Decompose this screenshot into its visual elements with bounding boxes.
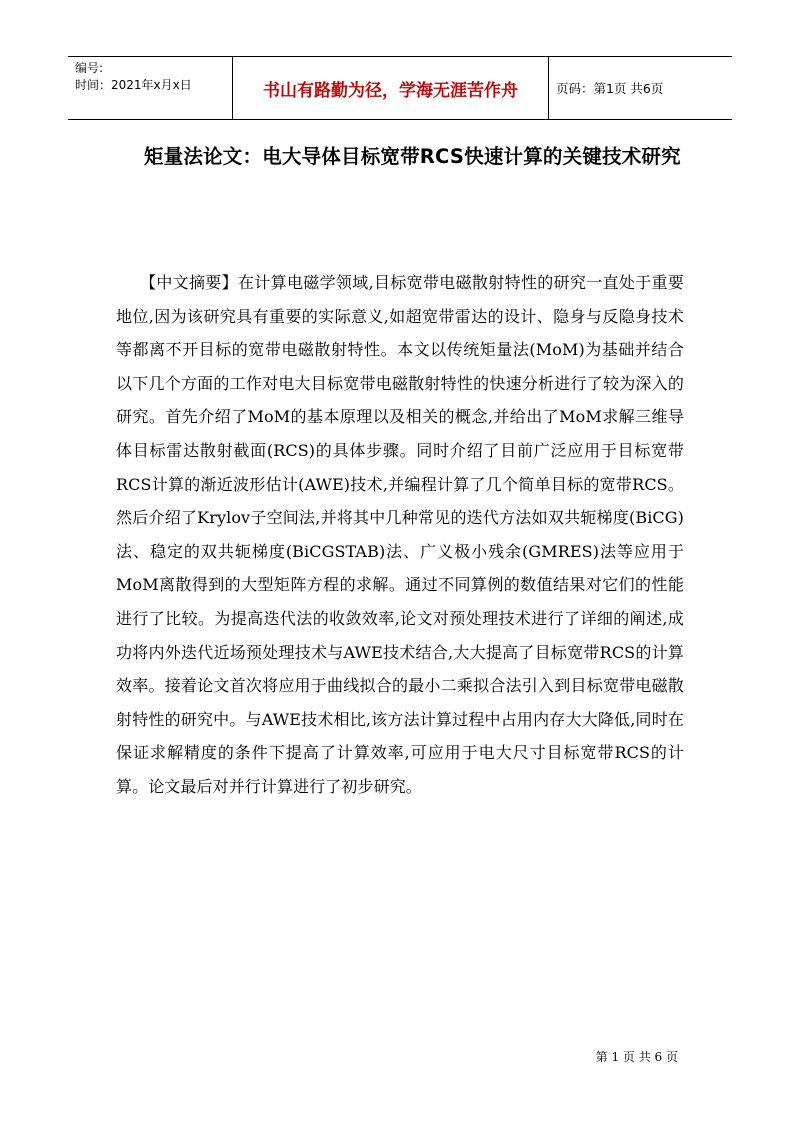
document-title: 矩量法论文：电大导体目标宽带RCS快速计算的关键技术研究: [144, 145, 681, 168]
header-motto: 书山有路勤为径，学海无涯苦作舟: [263, 80, 518, 101]
page-footer: 第 1 页 共 6 页: [595, 1050, 678, 1064]
header-motto-cell: [233, 57, 549, 119]
header-page-info: 页码：第1页 共6页: [556, 81, 664, 96]
header-table: [68, 56, 732, 120]
abstract-paragraph: 【中文摘要】在计算电磁学领域,目标宽带电磁散射特性的研究一直处于重要地位,因为该研究具有重要的实际意义,如超宽带雷达的设计、隐身与反隐身技术等都离不开目标的宽带电磁散射特性。本文以传统矩量法(MoM)为基础并结合以下几个方面的工作对电大目标宽带电磁散射特性的快速分析进行了较为深入的研究。首先介绍了MoM的基本原理以及相关的概念,并给出了MoM求解三维导体目标雷达散射截面(RCS)的具体步骤。同时介绍了目前广泛应用于目标宽带RCS计算的渐近波形估计(AWE)技术,并编程计算了几个简单目标的宽带RCS。然后介绍了Krylov子空间法,并将其中几种常见的迭代方法如双共轭梯度(BiCG)法、稳定的双共轭梯度(BiCGSTAB)法、广义极小残余(GMRES)法等应用于MoM离散得到的大型矩阵方程的求解。通过不同算例的数值结果对它们的性能进行了比较。为提高迭代法的收敛效率,论文对预处理技术进行了详细的阐述,成功将内外迭代近场预处理技术与AWE技术结合,大大提高了目标宽带RCS的计算效率。接着论文首次将应用于曲线拟合的最小二乘拟合法引入到目标宽带电磁散射特性的研究中。与AWE技术相比,该方法计算过程中占用内存大大降低,同时在保证求解精度的条件下提高了计算效率,可应用于电大尺寸目标宽带RCS的计算。论文最后对并行计算进行了初步研究。: [116, 273, 684, 796]
document-time-label: 时间：2021年x月x日: [75, 78, 192, 92]
document-number-label: 编号:: [75, 61, 104, 75]
header-meta-cell: [68, 57, 233, 119]
header-page-cell: [549, 57, 732, 119]
